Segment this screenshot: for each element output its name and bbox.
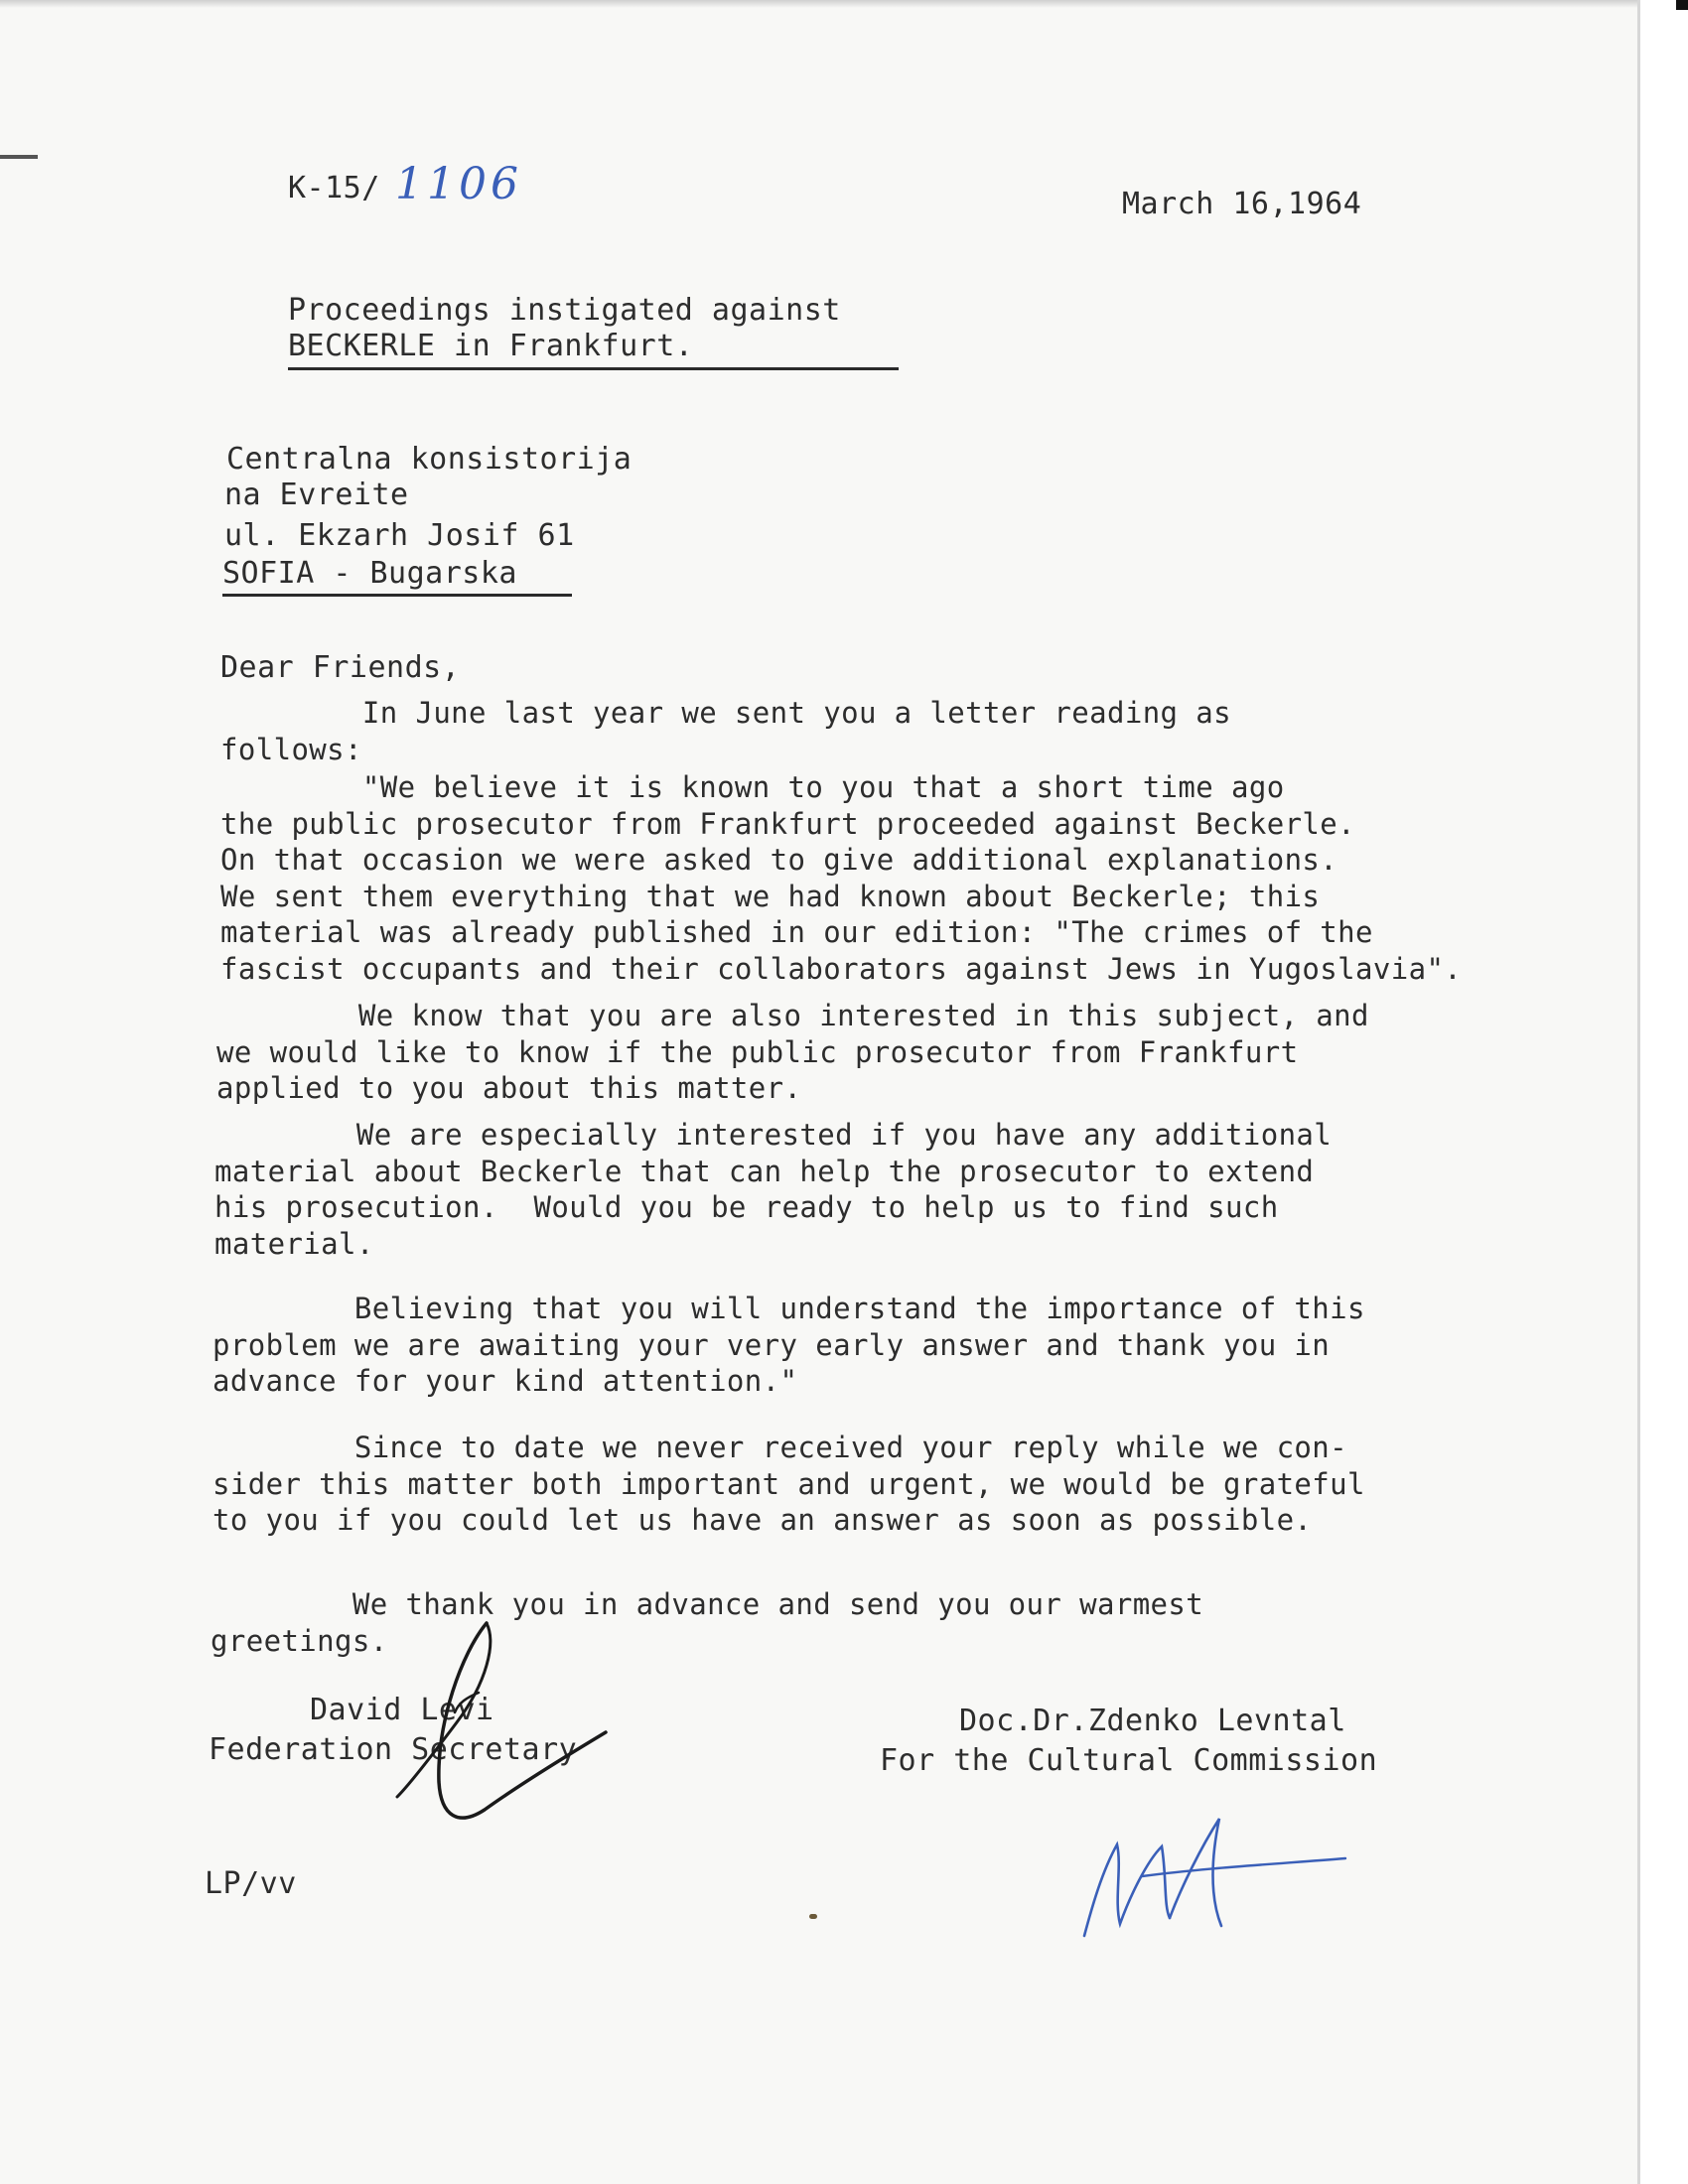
paragraph-closing [211,1586,1203,1659]
paragraph-1-line: In June last year we sent you a letter reading as [220,696,1231,730]
address-line-4: SOFIA - Bugarska [222,556,517,591]
paragraph-1-line: follows: [220,732,362,766]
paper-speck [809,1914,817,1919]
paragraph-reminder [212,1430,1365,1539]
paragraph-4-line: his prosecution. Would you be ready to help us to find such [214,1190,1279,1224]
paragraph-6-line: Since to date we never received your reply while we con- [212,1431,1348,1464]
salutation: Dear Friends, [220,650,461,685]
quoted-paragraph-1 [220,769,1462,987]
paragraph-2-line: fascist occupants and their collaborators against Jews in Yugoslavia". [220,951,1463,986]
signature-right [1072,1807,1350,1946]
signatory-left-title: Federation Secretary [209,1732,578,1767]
subject-line-1: Proceedings instigated against [288,293,841,328]
paragraph-2-line: the public prosecutor from Frankfurt proceeded against Beckerle. [220,806,1356,841]
paragraph-3-line: applied to you about this matter. [216,1071,802,1105]
quoted-paragraph-4 [212,1291,1365,1400]
quoted-paragraph-3 [214,1117,1332,1262]
paragraph-4-line: We are especially interested if you have any additional [214,1118,1333,1152]
paragraph-5-line: Believing that you will understand the importance of this [212,1292,1365,1325]
signature-left [367,1613,616,1842]
quoted-paragraph-2 [216,998,1369,1107]
paragraph-2-line: We sent them everything that we had known about Beckerle; this [220,879,1321,913]
paragraph-4-line: material about Beckerle that can help the prosecutor to extend [214,1154,1315,1188]
address-line-3: ul. Ekzarh Josif 61 [224,518,575,553]
handwritten-reference: 1106 [395,159,522,209]
paragraph-7-line: We thank you in advance and send you our warmest [211,1587,1204,1621]
paragraph-6-line: to you if you could let us have an answer as soon as possible. [212,1503,1313,1537]
paragraph-2-line: "We believe it is known to you that a short time ago [220,770,1285,804]
signatory-right-name: Doc.Dr.Zdenko Levntal [959,1704,1346,1738]
address-line-1: Centralna konsistorija [226,442,633,477]
paragraph-5-line: problem we are awaiting your very early answer and thank you in [212,1327,1331,1362]
paragraph-5-line: advance for your kind attention." [212,1364,798,1398]
address-underline [222,594,572,597]
letter-date: March 16,1964 [1122,187,1362,221]
address-line-2: na Evreite [224,478,409,512]
paragraph-2-line: On that occasion we were asked to give additional explanations. [220,843,1338,877]
paragraph-4-line: material. [214,1226,374,1261]
typist-initials: LP/vv [205,1866,297,1901]
paragraph-3-line: we would like to know if the public prosecutor from Frankfurt [216,1034,1299,1069]
paragraph-3-line: We know that you are also interested in this subject, and [216,999,1369,1032]
paragraph-7-line: greetings. [211,1623,388,1658]
signatory-left-name: David Levi [310,1693,494,1727]
scan-top-edge [0,0,1688,8]
scan-right-edge [1637,0,1688,2184]
paragraph-1 [220,695,1231,767]
subject-line-2: BECKERLE in Frankfurt. [288,329,694,363]
paragraph-6-line: sider this matter both important and urgent, we would be grateful [212,1466,1365,1501]
signatory-right-title: For the Cultural Commission [880,1743,1378,1778]
paragraph-2-line: material was already published in our edition: "The crimes of the [220,915,1373,949]
reference-number: K-15/ [288,171,380,205]
margin-mark [0,155,38,159]
subject-underline [288,367,899,370]
